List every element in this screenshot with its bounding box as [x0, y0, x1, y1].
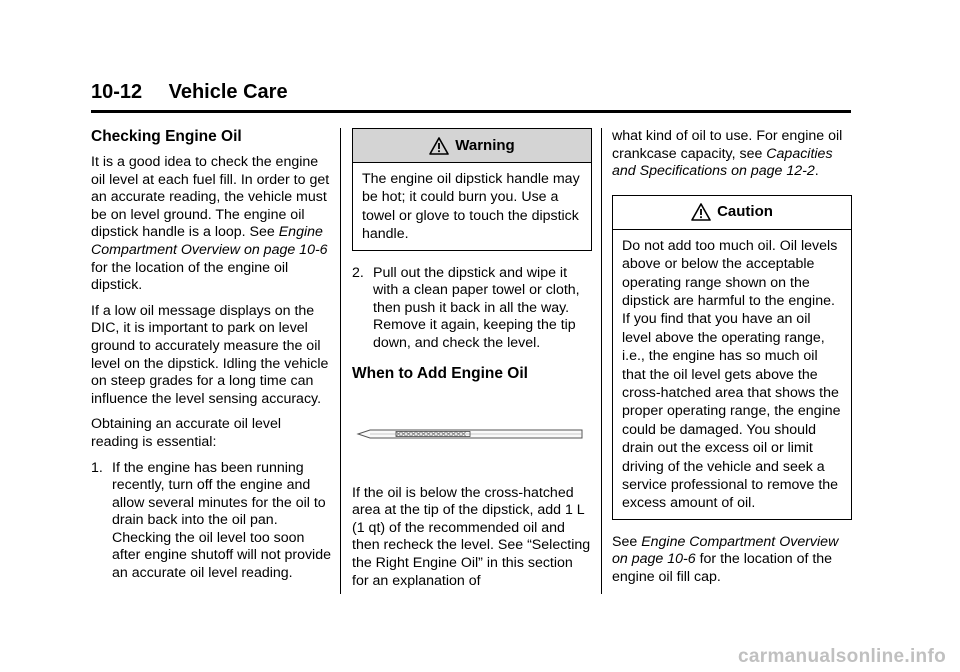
- paragraph-text: It is a good idea to check the engine oil level at each fuel fill. In order to get an accurate reading, the vehicle must be on level ground. The engine oil dipstick handle is a loop. See: [91, 154, 330, 241]
- warning-box: [352, 128, 592, 251]
- heading-when-to-add-oil: When to Add Engine Oil: [352, 364, 528, 382]
- caution-header: [613, 196, 851, 230]
- cross-reference-link[interactable]: Engine Compartment Overview on page 10-6: [91, 224, 328, 258]
- paragraph-fill-cap: [612, 534, 852, 587]
- warning-header: [353, 129, 591, 163]
- paragraph-text: for the location of the engine oil fill cap.: [612, 551, 833, 586]
- page-header: [91, 80, 851, 113]
- list-item-step-1: [91, 460, 331, 583]
- warning-title: Warning: [455, 136, 515, 154]
- paragraph-text: See: [612, 533, 642, 550]
- section-title: Vehicle Care: [168, 81, 288, 103]
- watermark: carmanualsonline.info: [738, 646, 946, 667]
- cross-reference-link[interactable]: Capacities and Specifications on page 12-2: [612, 145, 833, 180]
- paragraph-low-oil-message: If a low oil message displays on the DIC, it is important to park on level ground to accurately measure the oil level on the dipstick. Idling the vehicle on steep grades for a long time can influence the level sensing accuracy.: [91, 302, 329, 407]
- warning-text: The engine oil dipstick handle may be hot; it could burn you. Use a towel or glove to touch the dipstick handle.: [362, 171, 580, 243]
- list-item-step-2: [352, 265, 592, 353]
- paragraph-text: what kind of oil to use. For engine oil crankcase capacity, see: [612, 128, 843, 162]
- page-number: 10-12: [91, 81, 143, 103]
- step-text: If the engine has been running recently, turn off the engine and allow several minutes for the oil to drain back into the oil pan. Checking the oil level too soon after engine shutoff will not provide an accurate oil level reading.: [112, 459, 331, 582]
- heading-checking-engine-oil: Checking Engine Oil: [91, 128, 242, 145]
- column-3: [612, 128, 852, 595]
- caution-box: [612, 195, 852, 520]
- step-number: 2.: [352, 264, 364, 281]
- caution-text: Do not add too much oil. Oil levels above or below the acceptable operating range shown on the dipstick are harmful to the engine. If you find that you have an oil level above the operating range, i.e., the engine has so much oil that the oil level gets above the cross-hatched area that shows the proper operating range, the engine could be damaged. You should drain out the excess oil or limit driving of the vehicle and seek a service professional to remove the excess amount of oil.: [622, 237, 841, 512]
- warning-triangle-icon: [691, 203, 711, 221]
- warning-triangle-icon: [429, 137, 449, 155]
- column-2: [352, 128, 592, 598]
- column-divider: [340, 128, 341, 594]
- step-text: Pull out the dipstick and wipe it with a clean paper towel or cloth, then push it back in all the way. Remove it again, keeping the tip down, and check the level.: [373, 264, 580, 351]
- paragraph-accurate-reading: Obtaining an accurate oil level reading is essential:: [91, 416, 282, 450]
- dipstick-illustration: [356, 427, 584, 441]
- paragraph-text: for the location of the engine oil dipstick.: [91, 259, 289, 294]
- paragraph-check-intro: [91, 154, 331, 295]
- caution-title: Caution: [717, 203, 773, 221]
- paragraph-text: .: [814, 163, 819, 180]
- step-number: 1.: [91, 459, 103, 476]
- paragraph-add-oil: If the oil is below the cross-hatched area at the tip of the dipstick, add 1 L (1 qt) of the recommended oil and then recheck the level. See “Selecting the Right Engine Oil” in this section for an explanation of: [352, 484, 591, 589]
- column-divider: [601, 128, 602, 594]
- paragraph-oil-type: [612, 128, 852, 181]
- cross-reference-link[interactable]: Engine Compartment Overview on page 10-6: [612, 533, 839, 568]
- column-1: [91, 128, 331, 591]
